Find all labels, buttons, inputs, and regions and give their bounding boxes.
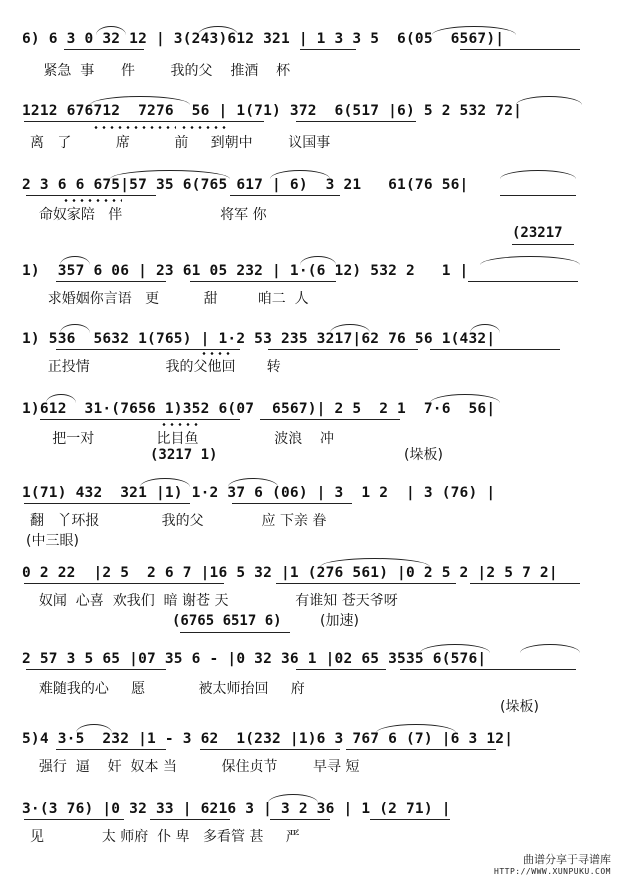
notation-line: 6) 6 3 0 32 12 | 3(243)612 321 | 1 3 3 5 6(05 6567)| <box>22 31 505 47</box>
beam <box>190 281 336 282</box>
slur <box>470 324 500 333</box>
slur <box>320 558 430 567</box>
lyrics-line: 见 太 师府 仆 卑 多看管 甚 严 <box>30 829 300 845</box>
slur <box>432 26 516 35</box>
beam <box>180 632 290 633</box>
octave-dots <box>92 126 176 129</box>
beam <box>300 49 356 50</box>
beam <box>296 121 416 122</box>
beam <box>56 281 166 282</box>
watermark-url: HTTP://WWW.XUNPUKU.COM <box>494 867 611 876</box>
beam <box>24 121 264 122</box>
beam <box>232 503 352 504</box>
beam <box>24 503 190 504</box>
slur <box>516 96 582 105</box>
beam <box>64 49 144 50</box>
slur <box>90 96 190 105</box>
beam <box>270 819 330 820</box>
lyrics-line: 奴闻 心喜 欢我们 暗 谢苍 天 有谁知 苍天爷呀 <box>30 593 398 609</box>
slur <box>300 256 336 265</box>
notation-line: 1)612 31·(7656 1)352 6(07 6567)| 2 5 2 1 7·6 56| <box>22 401 496 417</box>
slur <box>268 794 318 803</box>
tempo-marking: (加速) <box>320 613 359 629</box>
beam <box>470 583 580 584</box>
tempo-marking: (垛板) <box>404 447 443 463</box>
beam <box>512 244 574 245</box>
beam <box>500 195 576 196</box>
beam <box>346 749 496 750</box>
slur <box>330 324 370 333</box>
bridge-figure-label: (3217 1) <box>150 447 218 463</box>
slur <box>198 26 238 35</box>
beam <box>40 419 240 420</box>
lyrics-line: 紧急 事 件 我的父 推酒 杯 <box>30 63 291 79</box>
lyrics-line: 强行 逼 奸 奴本 当 保住贞节 早寻 短 <box>30 759 360 775</box>
bridge-figure-label: (23217 <box>512 225 563 241</box>
octave-dots <box>180 126 226 129</box>
lyrics-line: 把一对 比目鱼 波浪 冲 <box>30 431 335 447</box>
notation-line: 3·(3 76) |0 32 33 | 6216 3 | 3 2 36 | 1 (2 71) | <box>22 801 451 817</box>
beam <box>150 819 230 820</box>
notation-line: 1(71) 432 321 |1) 1·2 37 6 (06) | 3 1 2 | 3 (76) | <box>22 485 496 501</box>
beam <box>276 583 456 584</box>
lyrics-line: 命奴家陪 伴 将军 你 <box>30 207 267 223</box>
section-marker: (中三眼) <box>26 533 79 549</box>
notation-line: 1212 676712 7276 56 | 1(71) 372 6(517 |6) 5 2 532 72| <box>22 103 523 119</box>
beam <box>56 349 240 350</box>
lyrics-line: 求婚姻你言语 更 甜 咱二 人 <box>30 291 309 307</box>
slur <box>520 644 580 653</box>
octave-dots <box>200 352 234 355</box>
notation-line: 2 3 6 6 675|57 35 6(765 617 | 6) 3 21 61(76 56| <box>22 177 469 193</box>
beam <box>468 281 578 282</box>
slur <box>270 170 330 179</box>
beam <box>370 819 450 820</box>
notation-line: 2 57 3 5 65 |07 35 6 - |0 32 36 1 |02 65 3535 6(576| <box>22 651 487 667</box>
notation-line: 1) 357 6 06 | 23 61 05 232 | 1·(6 12) 532 2 1 | <box>22 263 469 279</box>
slur <box>46 394 76 403</box>
octave-dots <box>62 199 122 202</box>
slur <box>60 324 90 333</box>
beam <box>26 195 156 196</box>
beam <box>26 669 166 670</box>
beam <box>24 819 124 820</box>
octave-dots <box>160 423 200 426</box>
slur <box>228 478 278 487</box>
slur <box>76 724 112 733</box>
lyrics-line: 正投情 我的父他回 转 <box>30 359 281 375</box>
bridge-phrase-label: (6765 6517 6) <box>172 613 282 629</box>
tempo-marking: (垛板) <box>500 699 539 715</box>
source-watermark <box>494 851 611 876</box>
slur <box>140 478 190 487</box>
watermark-credit: 曲谱分享于寻谱库 <box>523 853 611 866</box>
beam <box>460 49 580 50</box>
notation-line: 5)4 3·5 232 |1 - 3 62 1(232 |1)6 3 767 6 (7) |6 3 12| <box>22 731 514 747</box>
beam <box>400 669 576 670</box>
slur <box>500 170 576 179</box>
slur <box>96 26 126 35</box>
notation-line: 0 2 22 |2 5 2 6 7 |16 5 32 |1 (276 561) |0 2 5 2 |2 5 7 2| <box>22 565 558 581</box>
beam <box>260 419 400 420</box>
lyrics-line: 离 了 席 前 到朝中 议国事 <box>30 135 331 151</box>
slur <box>420 644 490 653</box>
slur <box>110 170 230 179</box>
beam <box>230 195 340 196</box>
beam <box>24 583 224 584</box>
slur <box>480 256 580 265</box>
beam <box>200 749 340 750</box>
beam <box>268 349 418 350</box>
beam <box>430 349 560 350</box>
beam <box>296 669 386 670</box>
notation-line: 1) 536 5632 1(765) | 1·2 53 235 3217|62 76 56 1(432| <box>22 331 496 347</box>
slur <box>376 724 456 733</box>
lyrics-line: 难随我的心 愿 被太师抬回 府 <box>30 681 305 697</box>
beam <box>56 749 166 750</box>
lyrics-line: 翻 丫环报 我的父 应 下亲 眷 <box>30 513 327 529</box>
slur <box>60 256 90 265</box>
slur <box>430 394 500 403</box>
